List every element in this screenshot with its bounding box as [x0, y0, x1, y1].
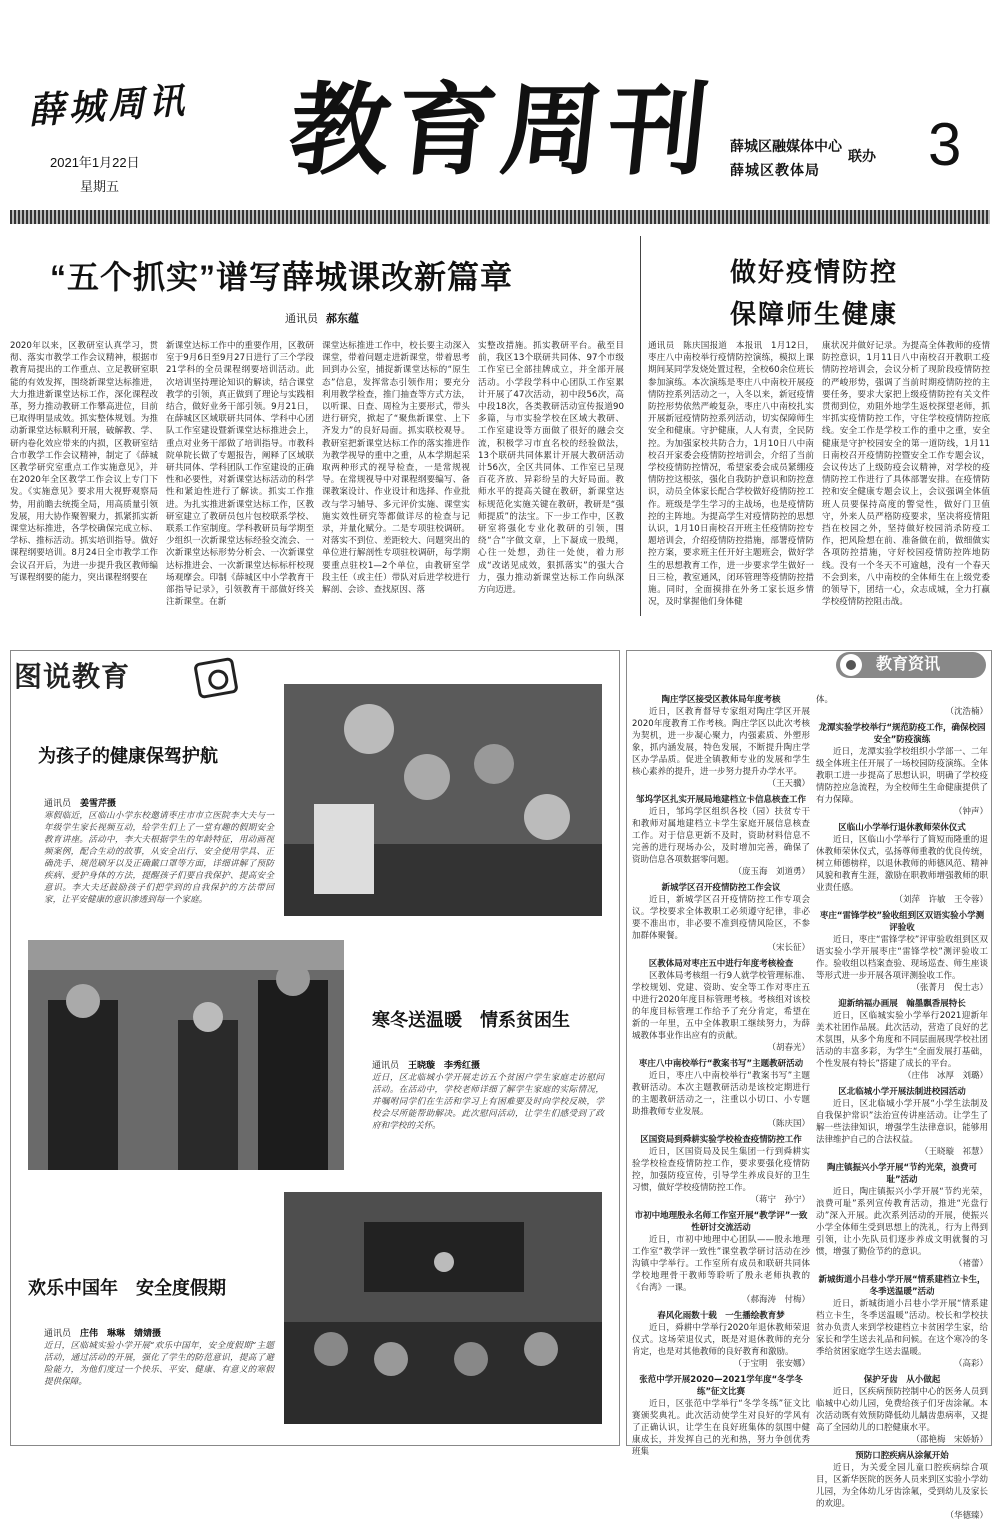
issue-weekday: 星期五	[80, 179, 120, 194]
side-column-1: 通讯员 陈庆国报道 本报讯 1月12日，枣庄八中南校举行疫情防控演练，模拟上课期间某同学发烧处置过程，全校60余位班长参加演练。本次演练是枣庄八中南校开展疫情防控系列活动之一，入冬以来，新冠疫情防控形势依然严峻复杂，枣庄八中南校扎实开展新冠疫情防控系列活动，切实保障师生安全和健康。守护健康，人人有责，全民防控。为加强家校共防合力，1月10日八中南校召开家委会疫情防控培训会，介绍了当前学校疫情防控情况，希望家委会成员紧绷疫情防控这根弦，强化自我防护意识和防控意识，动员全体家长配合学校做好疫情防控工作。班级是学生学习的主战场，也是疫情防控的主阵地。为提高学生对疫情防控的思想认识，1月10日南校召开班主任疫情防控专题培训会，介绍疫情防控措施，部署疫情防控方案，要求班主任开好主题班会，做好学生的思想教育工作，进一步要求学生做好一日三检，教室通风，闭环管理等疫情防控措施。同时，全面摸排在外务工家长返乡情况，及时掌握他们身体健	[648, 341, 814, 608]
story3-title: 欢乐中国年 安全度假期	[28, 1278, 226, 1299]
issue-date: 2021年1月22日	[50, 155, 140, 170]
masthead-brand-logo: 薛城周讯	[26, 79, 190, 133]
masthead-divider	[10, 210, 990, 224]
side-column-2: 康状况并做好记录。为提高全体教师的疫情防控意识，1月11日八中南校召开教职工疫情防控培训会，会议分析了现阶段疫情防控的严峻形势，强调了当前时期疫情防控的主要任务，要求大家把上级疫情防控有关文件贯彻到位，劝阻外地学生返校探望老师，抓牢抓实疫情防控工作，守住学校疫情防控底线。安全工作是学校工作的重中之重，安全健康是守护校园安全的第一道防线，1月11日南校召开疫情防控暨安全工作专题会议，会议传达了上级防疫会议精神，对学校的疫情防控工作进行了具体部署安排。在疫情防控和安全健康专题会议上，会议强调全体值班人员要保持高度的警觉性，做好门卫值守，外来人员严格防疫要求，坚决将疫情阻挡在校园之外，坚持做好校园消杀防疫工作，把风险想在前、准备做在前，做细做实各项防控措施，守好校园疫情防控阵地防线。没有一个冬天不可逾越，没有一个春天不会到来，八中南校的全体师生在上级党委的领导下，团结一心，众志成城，全力打赢学校疫情防控阻击战。	[822, 341, 990, 608]
camera-icon	[193, 657, 239, 699]
story3-byline-name: 庄伟 琳琳 婧婧摄	[80, 1328, 162, 1338]
photo-section-label: 图说教育	[14, 661, 131, 692]
page-number: 3	[928, 111, 962, 178]
news-column-1	[632, 694, 810, 1457]
lead-column-2: 新课堂达标工作中的重要作用，区教研室于9月6日至9月27日进行了三个学段21学科的全员课程纲要培训活动。此次培训坚持理论知识的解读，结合课堂教学的引领，真正做到了理论与实践相结合，做好业务干部引领。9月21日，在薛城区区域联研共同体、学科中心团队工作室建设暨新课堂达标推进会上，重点对业务干部做了培训指导。市教科院单院长做了专题报告，阐释了区域联研共同体、学科团队工作室建设的正确性和必要性，对新课堂达标活动的科学性和紧迫性进行了解读。抓实工作推进。为扎实推进新课堂达标工作，区教研室建立了教研员包片包校联系学校、联系工作室制度。学科教研员每学期至少组织一次新课堂达标经验交流会、一次新课堂达标形势分析会、一次新课堂达标推进会、一次新课堂达标标杆校现场观摩会。印制《薛城区中小学教育干部指导记录》，引领教育干部做好终关注新课堂。在新	[166, 341, 314, 608]
news-item: 市初中地理殷永名师工作室开展“教学评”一致性研讨交流活动 近日，市初中地理中心团队——殷永地理工作室“教学评一致性”课堂教学研讨活动在沙沟镇中学举行。工作室所有成员和联研共同体学校地理骨干教师等聆听了殷永老师执教的《台湾》一课。 （郝海涛 付梅）	[632, 1211, 810, 1305]
news-item: 区国资局到舜耕实验学校检查疫情防控工作 近日，区国资局及民生集团一行到舜耕实验学校检查疫情防控工作，要求要强化疫情防控，加强防疫宣传，引导学生养成良好的卫生习惯，做好学校疫情防控工作。 （蒋宁 孙宁）	[632, 1135, 810, 1205]
news-column-2	[816, 694, 988, 1521]
story2-byline-label: 通讯员	[372, 1060, 400, 1070]
story1-title: 为孩子的健康保驾护航	[38, 746, 218, 767]
news-item: 保护牙齿 从小做起 近日，区疾病预防控制中心的医务人员到临城中心幼儿园，免费给孩子们牙齿涂氟。本次活动既有效预防降低幼儿龋齿患病率，又提高了全园幼儿的口腔健康水平。 （邵艳梅 宋娇娇）	[816, 1375, 988, 1445]
story1-byline-name: 姜雪芹摄	[80, 798, 117, 808]
news-item: 邹坞学区扎实开展局地建档立卡信息核查工作 近日，邹坞学区组织各校（园）扶贫专干和教师对属地建档立卡学生家庭开展信息核查工作。对于信息更新不及时，资助材料信息不完善的进行现场办公，及时增加完善，确保了资助信息各项数据零问题。 （庞玉海 刘道勇）	[632, 795, 810, 877]
story2-byline	[372, 1058, 480, 1071]
news-item: 区北临城小学开展法制进校园活动 近日，区北临城小学开展“小学生法制及自我保护常识”法治宣传讲座活动。让学生了解一些法律知识，增强学生法律意识，能够用法律维护自己的合法权益。 （王晓璇 祁慧）	[816, 1087, 988, 1157]
news-item: 陶庄学区接受区教体局年度考核 近日，区教育督导专家组对陶庄学区开展2020年度教育工作考核。陶庄学区以此次考核为契机，进一步凝心聚力，内强素质、外塑形象，抓内涵发展，特色发展，不断提升陶庄学区办学品质。促进全镇教师专业的发展和学生核心素养的提升，进一步努力提升办学水平。 （王天骥）	[632, 695, 810, 789]
story2-body: 近日，区北临城小学开展走访五个贫困户学生家庭走访慰问活动。在活动中，学校老师详细了解学生家庭的实际情况，并嘱咐同学们在生活和学习上有困难要及时向学校反映，学校会尽所能帮助解决。此次慰问活动，让学生们感受到了政府和学校的关怀。	[372, 1073, 604, 1131]
news-item: 区临山小学举行退休教师荣休仪式 近日，区临山小学举行了简短而隆重的退休教师荣休仪式，弘扬尊师重教的优良传统，树立师德榜样，以退休教师的师德风范、精神风貌和教育生涯，激励在职教师增强教师的职业责任感。 （刘萍 许敏 王令蓉）	[816, 823, 988, 905]
side-headline-line1: 做好疫情防控	[730, 257, 899, 287]
joint-label: 联办	[848, 148, 876, 164]
photo-health-lecture	[284, 684, 602, 916]
column-divider	[640, 236, 641, 616]
news-item: 陶庄镇振兴小学开展“节约光荣，浪费可耻”活动 近日，陶庄镇振兴小学开展“节约光荣，浪费可耻”系列宣传教育活动，推进“光盘行动”深入开展。此次系列活动的开展，使振兴小学全体师生受到思想上的洗礼，行为上得到引领，让小先队员们逐步养成文明就餐的习惯，增强了勤俭节约的意识。 （褚蕾）	[816, 1163, 988, 1269]
news-item: 区教体局对枣庄五中进行年度考核检查 区教体局考核组一行9人就学校管理标准、学校规划、党建、资助、安全等工作对枣庄五中进行2020年度目标管理考核。考核组对该校的年度目标管理工作给予了充分肯定，希望在新的一年里，五中全体教职工继续努力，为薛城教体事业作出应有的贡献。 （胡春光）	[632, 959, 810, 1053]
photo-section-tag	[14, 655, 130, 695]
story1-byline-label: 通讯员	[44, 798, 72, 808]
story3-body: 近日，区临城实验小学开展“欢乐中国年，安全度假期”主题活动，通过活动的开展，强化了学生的防范意识，提高了避险能力，为他们度过一个快乐、平安、健康、有意义的寒假提供保障。	[44, 1341, 274, 1387]
lead-byline-name: 郝东蕴	[326, 313, 359, 325]
side-headline-line2: 保障师生健康	[730, 299, 899, 329]
lead-byline	[285, 310, 359, 326]
news-briefs-header	[836, 652, 986, 678]
news-item: 枣庄八中南校举行“教案书写”主题教研活动 近日，枣庄八中南校举行“教案书写”主题教研活动。本次主题教研活动是该校定期进行的主题教研活动之一，注重以小切口、小专题助推教师专业发展。 （陈庆国）	[632, 1059, 810, 1129]
speech-bubble-icon	[840, 654, 862, 676]
story1-body: 寒假临近，区临山小学东校邀请枣庄市市立医院李大夫与一年级学生家长视频互动，给学生们上了一堂有趣的假期安全教育讲座。活动中，李大夫根据学生的年龄特征，用动画视频案例，配合生动的故事，从安全出行、安全使用学具、正确洗手、规范刷牙以及正确戴口罩等方面，详细讲解了预防疾病、爱护身体的方法，提醒孩子们要自我保护、提高安全意识。李大夫还鼓励孩子们把学到的自我保护的方法带回家，让平安健康的意识渗透到每一个家庭。	[44, 811, 274, 905]
news-item: 龙潭实验学校举行“规范防疫工作，确保校园安全”防疫演练 近日，龙潭实验学校组织小学部一、二年级全体班主任开展了一场校园防疫演练。全体教职工进一步提高了思想认识，明确了学校疫情防控应急流程，为全校师生生命健康提供了有力保障。 （钟声）	[816, 723, 988, 817]
story2-byline-name: 王晓璇 李秀红摄	[408, 1060, 481, 1070]
photo-winter-visit	[28, 940, 344, 1170]
news-item: 新城学区召开疫情防控工作会议 近日，新城学区召开疫情防控工作专项会议。学校要求全体教职工必须遵守纪律，非必要不准出市，非必要不准到疫情风险区，不参加群体聚餐。 （宋长征）	[632, 883, 810, 953]
lead-headline: “五个抓实”谱写薛城课改新篇章	[50, 259, 514, 295]
lead-column-1: 2020年以来，区教研室认真学习，贯彻、落实市教学工作会议精神，根据市教育局提出的工作重点、立足教研室职能的有效发挥，围绕新课堂达标推进，大力推进新课堂达标工作，深化课程改革，努力推动教研工作攀高进位，目前已取得明显成效。抓实整体规划。为推动新课堂达标顺利开展，破解教、学、研内卷化效应带来的内损，区教研室结合市教学工作会议精神，制定了《薛城区教学研究室重点工作实施意见》，并在2020年全区教学工作会议上专门下发。《实施意见》要求用大视野观察局势，用前瞻去统揽全局，用高质量引领发展，用大协作聚智聚力，抓紧抓实新课堂达标推进，各学校确保完成立标、学标、推标活动。抓实培训指导。做好课程纲要培训。8月24日全市教学工作会议召开后，为进一步提升我区教师编写课程纲要的能力，突出课程纲要在	[10, 341, 158, 583]
news-item: 迎新纳福办画展 翰墨飘香展特长 近日，区临城实验小学举行2021迎新年美术社团作品展。此次活动，营造了良好的艺术氛围，从多个角度和不同层面展现学校社团活动的丰富多彩，为学生“全面发展打基础，个性发展有特长”搭建了成长的平台。 （庄伟 冰厚 刘璐）	[816, 999, 988, 1081]
story1-byline	[44, 796, 116, 809]
news-item: 预防口腔疾病从涂氟开始 近日，为关爱全园儿童口腔疾病综合项目，区新华医院的医务人员来到区实验小学幼儿园，为全体幼儿牙齿涂氟，受到幼儿及家长的欢迎。 （华德臻）	[816, 1451, 988, 1521]
photo-new-year-safety	[284, 1192, 602, 1424]
news-briefs-title: 教育资讯	[876, 656, 941, 673]
lead-column-3: 课堂达标推进工作中，校长要主动深入课堂，带着问题走进新课堂，带着思考回到办公室，捕捉新课堂达标的“原生态”信息，发挥常态引领作用；要充分利用教学检查，推门抽查等方式方法，以听课、日查、周检为主要形式，带头进行研究，掀起了“聚焦新课堂、上下齐发力”的良好局面。抓实联校观导。教研室把新课堂达标工作的落实推进作为教学视导的重中之重，从本学期起采取两种形式的视导检查，一是常规视导。在常规视导中对课程纲要编写、备课教案设计、作业设计和选择、作业批改与学习辅导、多元评价实施、课堂实施实效性研究等都做详尽的检查与记录，并量化赋分。二是专项驻校调研。对落实不到位、差距较大、问题突出的单位进行解剖性专项驻校调研，每学期要重点驻校1—2个单位，由教研室学段主任（或主任）带队对后进学校进行解剖、会诊、查找原因、落	[322, 341, 470, 596]
lead-column-4: 实整改措施。抓实教研平台。截至目前，我区13个联研共同体、97个市级工作室已全部挂牌成立，并全部开展活动。小学段学科中心团队工作室累计开展了47次活动，初中段56次，高中段18次，各类教研活动宣传报道90多篇，与市实验学校在区域大教研、工作室建设等方面做了很好的融会交流，积极学习市直名校的经验做法，13个联研共同体累计开展大教研活动计56次，全区共同体、工作室已呈现百花齐放、异彩纷呈的大好局面。教师水平的提高关键在教研，新课堂达标规范化实施关键在教研，教研是“强师提质”的法宝。下一步工作中，区教研室将强化专业化教研的引领，围绕“合”字做文章，上下凝成一股绳，心往一处想，劲往一处使，着力形成“改诺见成效，狠抓落实”的强大合力，强力推动新课堂达标工作向纵深方向迈进。	[478, 341, 624, 596]
news-item: 新城街道小吕巷小学开展“情系建档立卡生，冬季送温暖”活动 近日，新城街道小吕巷小学开展“情系建档立卡生，冬季送温暖”活动。校长和学校扶贫办负责人来到学校建档立卡贫困学生家，给家长和学生送去礼品和问候。在这个寒冷的冬季给贫困家庭学生送去温暖。 （高彩）	[816, 1275, 988, 1369]
lead-byline-label: 通讯员	[285, 313, 318, 325]
news-item: 枣庄“雷锋学校”验收组到区双语实验小学测评验收 近日，枣庄“雷锋学校”评审验收组到区双语实验小学开展枣庄“雷锋学校”测评验收工作。验收组以档案查验、现场巡查、师生座谈等形式进一步开展各项评测验收工作。 （张菁月 倪士志）	[816, 911, 988, 993]
masthead-title: 教育周刊	[283, 71, 721, 189]
news-item: 张范中学开展2020—2021学年度“冬学冬练”征文比赛 近日，区张范中学举行“冬学冬练”征文比赛颁奖典礼。此次活动使学生对良好的学风有了正确认识，让学生在良好班集体的氛围中健康成长，并发挥自己的光和热，努力争创优秀班集	[632, 1375, 810, 1457]
organizer-media-center: 薛城区融媒体中心	[730, 138, 842, 154]
story3-byline	[44, 1326, 161, 1339]
news-item: 体。 （沈浩楠）	[816, 695, 988, 717]
organizer-education-bureau: 薛城区教体局	[730, 162, 820, 178]
story2-title: 寒冬送温暖 情系贫困生	[372, 1010, 570, 1031]
story3-byline-label: 通讯员	[44, 1328, 72, 1338]
news-item: 舂风化雨数十载 一生播绘教育梦 近日，舜耕中学举行2020年退休教师荣退仪式。这场荣退仪式，既是对退休教师的充分肯定，也是对其他教师的良好教育和激励。 （于宝明 张安娜）	[632, 1311, 810, 1369]
